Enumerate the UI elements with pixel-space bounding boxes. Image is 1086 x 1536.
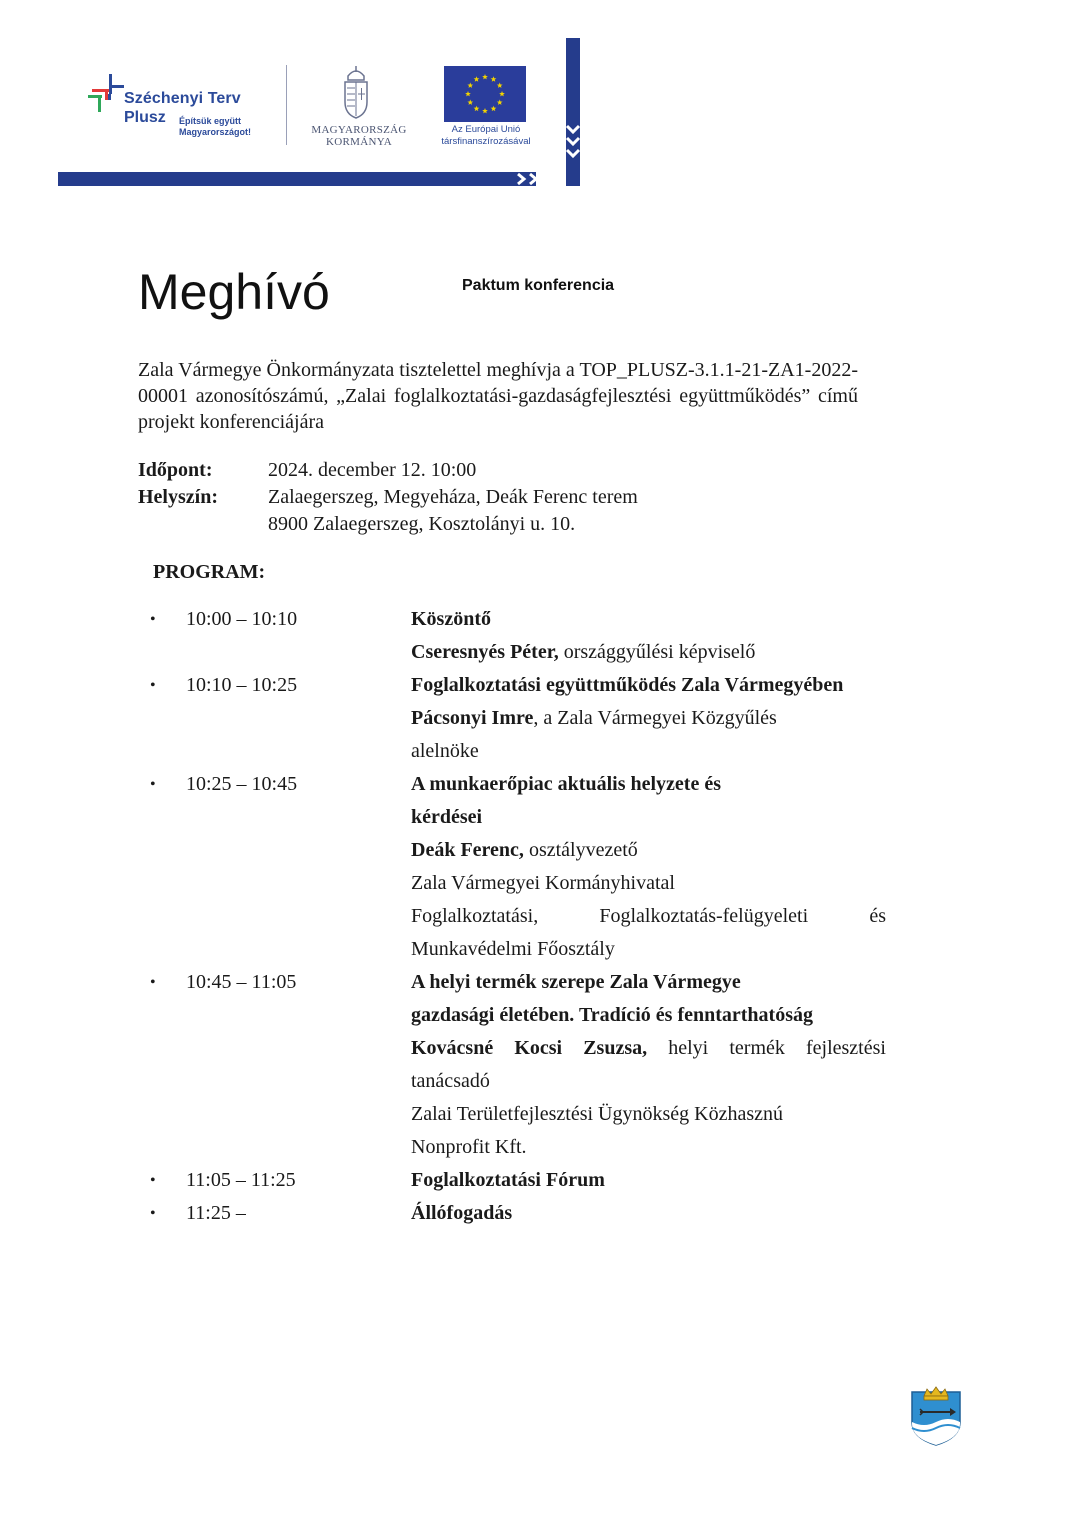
event-info [138,457,638,538]
program-title: Köszöntő [411,608,491,630]
program-list [0,603,1086,1230]
organization-line-3: Munkavédelmi Főosztály [411,938,615,960]
program-time: 10:45 – 11:05 [186,971,297,993]
date-row [138,457,638,484]
program-item [0,1197,1086,1230]
place-value [268,484,638,538]
bullet: • [150,677,156,694]
program-title: Foglalkoztatási együttműködés Zala Vármegyében [411,674,844,696]
speaker-role: osztályvezető [528,839,638,861]
slogan-line-1: Építsük együtt [179,116,242,126]
bullet: • [150,776,156,793]
place-line-2: 8900 Zalaegerszeg, Kosztolányi u. 10. [268,513,576,535]
logo-divider [286,65,287,145]
program-title: Állófogadás [411,1202,513,1224]
szechenyi-title: Széchenyi Terv [124,90,241,107]
szechenyi-slogan [179,116,251,138]
government-label [302,124,416,148]
program-title: Foglalkoztatási Fórum [411,1169,605,1191]
program-title-line-1: A helyi termék szerepe Zala Vármegye [411,971,741,993]
bullet: • [150,611,156,628]
speaker-role-cont: tanácsadó [411,1070,490,1092]
speaker-name: Pácsonyi Imre [411,707,534,729]
speaker-role-part: termék [729,1037,785,1059]
program-time: 11:25 – [186,1202,246,1224]
speaker-line [411,1032,886,1065]
organization-line-2 [411,900,886,933]
gov-line-2: KORMÁNYA [326,136,392,148]
speaker-name-part: Zsuzsa, [583,1037,648,1059]
speaker-line [411,834,886,867]
program-item [0,1164,1086,1197]
program-details [411,1197,886,1230]
program-item [0,966,1086,1164]
speaker-name: Deák Ferenc, [411,839,524,861]
eu-flag-icon [444,66,526,122]
org-word: Foglalkoztatás-felügyeleti [599,905,809,927]
banner-bottom-bar [58,172,536,186]
program-details [411,768,886,966]
hungarian-coat-of-arms-icon [342,64,370,120]
program-title-line-2: kérdései [411,806,483,828]
document-title: Meghívó [138,264,330,320]
program-details [411,603,886,669]
zala-county-crest-icon [908,1382,964,1446]
speaker-name-part: Kocsi [514,1037,563,1059]
program-title-line-2: gazdasági életében. Tradíció és fenntarthatóság [411,1004,814,1026]
header-banner [58,38,582,188]
org-word: Foglalkoztatási, [411,905,539,927]
date-label: Időpont: [138,459,213,481]
program-time: 11:05 – 11:25 [186,1169,296,1191]
program-details [411,1164,886,1197]
place-row [138,484,638,538]
chevrons-down-icon [564,122,582,166]
org-word: és [869,905,886,927]
program-heading: PROGRAM: [153,561,266,583]
program-time: 10:10 – 10:25 [186,674,298,696]
date-value: 2024. december 12. 10:00 [268,459,477,481]
gov-line-1: MAGYARORSZÁG [311,124,407,136]
slogan-line-2: Magyarországot! [179,127,252,137]
bullet: • [150,974,156,991]
place-line-1: Zalaegerszeg, Megyeháza, Deák Ferenc terem [268,486,638,508]
program-details [411,966,886,1164]
speaker-line [411,636,886,669]
document-subtitle: Paktum konferencia [462,277,615,294]
program-time: 10:25 – 10:45 [186,773,298,795]
speaker-role-part: helyi [668,1037,709,1059]
speaker-role: országgyűlési képviselő [563,641,756,663]
eu-line-1: Az Európai Unió [451,124,521,135]
program-item [0,603,1086,669]
program-time: 10:00 – 10:10 [186,608,298,630]
speaker-name: Cseresnyés Péter, [411,641,559,663]
eu-label [426,124,546,148]
organization-line-1: Zala Vármegyei Kormányhivatal [411,872,675,894]
intro-paragraph: Zala Vármegye Önkormányzata tisztelettel meghívja a TOP_PLUSZ-3.1.1-21-ZA1-2022-00001 azonosítószámú, „Zalai foglalkoztatási-gazdaságfejlesztési együttműködés” című projekt konferenciájára [138,359,858,433]
speaker-name-part: Kovácsné [411,1037,494,1059]
bullet: • [150,1172,156,1189]
program-item [0,669,1086,768]
program-details [411,669,886,768]
szechenyi-plusz: Plusz [124,109,166,126]
speaker-line [411,702,886,735]
speaker-role-part: fejlesztési [805,1037,886,1059]
speaker-role: , a Zala Vármegyei Közgyűlés [533,707,777,729]
bullet: • [150,1205,156,1222]
eu-line-2: társfinanszírozásával [441,136,531,147]
program-item [0,768,1086,966]
organization-line-2: Nonprofit Kft. [411,1136,527,1158]
szechenyi-cross-logo-icon [86,72,126,116]
organization-line-1: Zalai Területfejlesztési Ügynökség Közhasznú [411,1103,783,1125]
chevrons-right-icon [512,171,562,187]
speaker-role-cont: alelnöke [411,740,479,762]
place-label: Helyszín: [138,486,218,508]
program-title-line-1: A munkaerőpiac aktuális helyzete és [411,773,721,795]
